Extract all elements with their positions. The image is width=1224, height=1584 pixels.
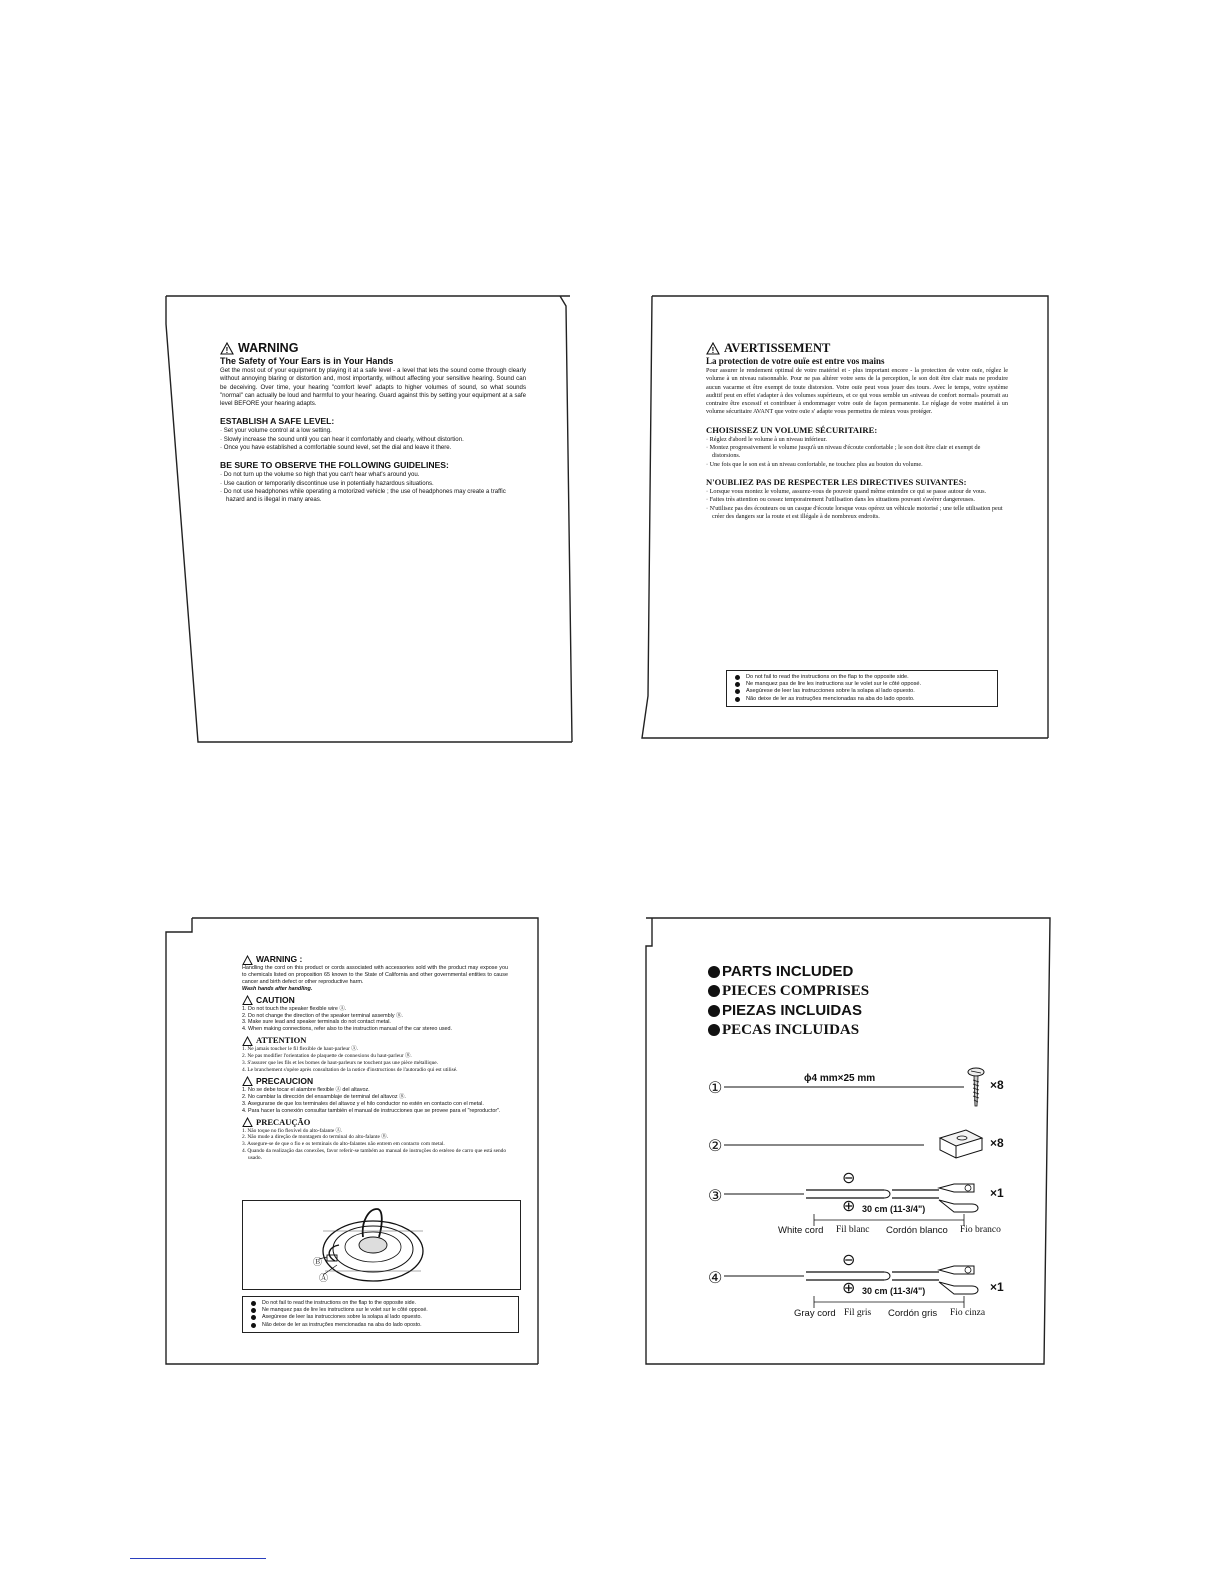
list-item: · Do not turn up the volume so high that you can't hear what's around you. [220, 471, 420, 479]
bullet-icon [735, 675, 740, 680]
list-item: 3. S'assurer que les fils et les bornes de haut-parleurs ne touchent pas une pièce métallique. [242, 1060, 439, 1067]
list-item: · Réglez d'abord le volume à un niveau inférieur. [706, 435, 827, 443]
cord-label-fr: Fil blanc [836, 1225, 870, 1235]
panel-caution [166, 918, 572, 1364]
cord-label-pt: Fio branco [960, 1225, 1001, 1235]
note-line: Não deixe de ler as instruções mencionadas na aba do lado oposto. [735, 696, 989, 703]
bullet-icon [251, 1301, 256, 1306]
warning-triangle-icon [242, 1036, 253, 1046]
negative-terminal-icon: ⊖ [842, 1252, 856, 1269]
precaucion-heading: PRECAUCION [242, 1076, 508, 1087]
screw-icon [724, 1062, 1024, 1112]
item-number: ④ [708, 1270, 723, 1287]
quantity-label: ×8 [990, 1136, 1004, 1150]
item-number: ① [708, 1080, 723, 1097]
bullet-icon [251, 1315, 256, 1320]
note-line: Não deixe de ler as instruções mencionadas na aba do lado oposto. [251, 1322, 510, 1329]
item-number: ③ [708, 1188, 723, 1205]
warning-triangle-icon [242, 1117, 253, 1127]
list-item: 1. Ne jamais toucher le fil flexible de haut-parleur Ⓐ. [242, 1046, 359, 1053]
bullet-icon [708, 1024, 720, 1036]
list-item: 1. No se debe tocar el alambre flexible Ⓐ del altavoz. [242, 1086, 370, 1093]
list-item: · Do not use headphones while operating a motorized vehicle ; the use of headphones may create a traffic hazard and is illegal in many areas. [220, 487, 506, 504]
cord-label-en: White cord [778, 1225, 824, 1236]
cord-label-pt: Fio cinza [950, 1308, 986, 1318]
svg-text:!: ! [225, 346, 229, 355]
positive-terminal-icon: ⊕ [842, 1280, 856, 1297]
list-item: 2. Não mude a direção de montagem do terminal do alto-falante Ⓑ. [242, 1134, 388, 1141]
quantity-label: ×1 [990, 1280, 1004, 1294]
warning-emphasis: Wash hands after handling. [242, 985, 313, 992]
bullet-icon [251, 1323, 256, 1328]
speaker-illustration [243, 1201, 520, 1289]
white-cord-icon [724, 1170, 1014, 1230]
list-item: · Set your volume control at a low setting. [220, 427, 332, 435]
gray-cord-icon [724, 1252, 1014, 1312]
cord-length-label: 30 cm (11-3/4") [862, 1204, 926, 1214]
parts-heading-pt: PECAS INCLUIDAS [708, 1021, 869, 1041]
section-heading: N'OUBLIEZ PAS DE RESPECTER LES DIRECTIVES SUIVANTES: [706, 476, 967, 487]
warning-subtitle: The Safety of Your Ears is in Your Hands [220, 356, 394, 366]
section-heading: BE SURE TO OBSERVE THE FOLLOWING GUIDELINES: [220, 460, 449, 471]
flap-note-box [242, 1296, 519, 1333]
panel-warning-en [166, 296, 572, 742]
avertissement-subtitle: La protection de votre ouïe est entre vos mains [706, 356, 885, 366]
note-line: Ne manquez pas de lire les instructions sur le volet sur le côté opposé. [251, 1307, 510, 1314]
warning-triangle-icon [242, 955, 253, 965]
mounting-clip-icon [724, 1126, 1014, 1166]
quantity-label: ×8 [990, 1078, 1004, 1092]
positive-terminal-icon: ⊕ [842, 1198, 856, 1215]
bullet-icon [251, 1308, 256, 1313]
list-item: 4. Quando da realização das conexões, favor referir-se também ao manual de instruções do estéreo de carro que está sendo usado. [242, 1148, 507, 1162]
screw-spec: ϕ4 mm×25 mm [804, 1073, 876, 1084]
list-item: 2. Do not change the direction of the speaker terminal assembly Ⓑ. [242, 1012, 403, 1019]
bullet-icon [735, 689, 740, 694]
cord-label-fr: Fil gris [844, 1308, 872, 1318]
warning-triangle-icon [242, 1076, 253, 1086]
note-line: Do not fail to read the instructions on the flap to the opposite side. [735, 674, 989, 681]
cord-label-en: Gray cord [794, 1308, 836, 1319]
svg-text:!: ! [711, 346, 715, 355]
list-item: · Once you have established a comfortable sound level, set the dial and leave it there. [220, 444, 452, 452]
bullet-icon [708, 985, 720, 997]
list-item: 1. Do not touch the speaker flexible wire Ⓐ. [242, 1005, 347, 1012]
section-heading: CHOISISSEZ UN VOLUME SÉCURITAIRE: [706, 424, 878, 435]
bullet-icon [708, 966, 720, 978]
cord-length-label: 30 cm (11-3/4") [862, 1286, 926, 1296]
list-item: · N'utilisez pas des écouteurs ou un casque d'écoute lorsque vous opérez un véhicule motorisé ; une telle utilisation peut créer des dangers sur la route et est illégale à de nombreux endroits. [706, 504, 1003, 520]
caution-heading: CAUTION [242, 995, 508, 1006]
bullet-icon [708, 1005, 720, 1017]
flap-note-box [726, 670, 998, 707]
list-item: 3. Assegure-se de que o fio e os terminais do alto-falantes não entrem em contacto com metal. [242, 1141, 445, 1148]
list-item: · Lorsque vous montez le volume, assurez-vous de pouvoir quand même entendre ce qui se passe autour de vous. [706, 487, 987, 495]
panel-parts [646, 918, 1050, 1364]
note-line: Asegúrese de leer las instrucciones sobre la solapa al lado opuesto. [251, 1314, 510, 1321]
note-line: Do not fail to read the instructions on the flap to the opposite side. [251, 1300, 510, 1307]
warning-triangle-icon [706, 342, 720, 355]
avertissement-heading [706, 341, 1008, 356]
bullet-icon [735, 697, 740, 702]
attention-heading: ATTENTION [242, 1035, 508, 1046]
section-heading: ESTABLISH A SAFE LEVEL: [220, 416, 335, 427]
note-line: Asegúrese de leer las instrucciones sobre la solapa al lado opuesto. [735, 688, 989, 695]
cord-label-es: Cordón gris [888, 1308, 938, 1319]
avertissement-title: AVERTISSEMENT [724, 341, 831, 355]
parts-heading-fr: PIECES COMPRISES [708, 982, 869, 1002]
parts-heading-es: PIEZAS INCLUIDAS [708, 1001, 869, 1021]
precaucao-heading: PRECAUÇÃO [242, 1117, 508, 1128]
list-item: 3. Asegurarse de que los terminales del altavoz y el hilo conductor no estén en contacto con el metal. [242, 1100, 484, 1107]
list-item: 4. When making connections, refer also to the instruction manual of the car stereo used. [242, 1026, 453, 1033]
warning-heading [220, 341, 526, 356]
label-a: Ⓐ [319, 1273, 329, 1283]
quantity-label: ×1 [990, 1186, 1004, 1200]
parts-heading-en: PARTS INCLUDED [708, 962, 869, 982]
warning-triangle-icon [242, 995, 253, 1005]
note-line: Ne manquez pas de lire les instructions sur le volet sur le côté opposé. [735, 681, 989, 688]
warning-title: WARNING [238, 341, 299, 355]
list-item: · Slowly increase the sound until you can hear it comfortably and clearly, without distortion. [220, 435, 464, 443]
list-item: 2. Ne pas modifier l'orientation de plaquette de connexions du haut-parleur Ⓑ. [242, 1053, 412, 1060]
avertissement-intro: Pour assurer le rendement optimal de votre matériel et - plus important encore - la protection de votre ouïe, réglez le volume à un niveau raisonnable. Pour ne pas altérer votre sens de la perception, le son doit être clair mais ne produire aucun vacarme et être exempt de toute distorsion. Votre ouïe peut vous jouer des tours. Avec le temps, votre système auditif peut en effet s'adapter à des volumes supérieurs, et ce qui vous semble un «niveau de confort normal» pourrait au contraire être excessif et contribuer à endommager votre ouïe de façon permanente. Le réglage de votre matériel à un volume sécuritaire AVANT que votre ouïe s' adapte vous permettra de mieux vous protéger. [706, 367, 1008, 416]
bullet-icon [735, 682, 740, 687]
warning-text: Handling the cord on this product or cords associated with accessories sold with the product may expose you to chemicals listed on proposition 65 known to the State of California and other governmental entities to cause cancer and birth defect or other reproductive harm. [242, 965, 508, 985]
warning-intro: Get the most out of your equipment by playing it at a safe level - a level that lets the sound come through clearly without annoying blaring or distortion and, most importantly, without affecting your sensitive hearing. Sound can be deceiving. Over time, your hearing "comfort level" adapts to higher volumes of sound, so what sounds "normal" can actually be loud and harmful to your hearing. Guard against this by setting your equipment at a safe level BEFORE your hearing adapts. [220, 367, 526, 408]
list-item: 1. Não toque no fio flexível do alto-falante Ⓐ. [242, 1127, 343, 1134]
footer-link-underline[interactable] [130, 1558, 266, 1559]
list-item: · Montez progressivement le volume jusqu'à un niveau d'écoute confortable ; le son doit être clair et exempt de distorsions. [706, 444, 981, 460]
list-item: · Faites très attention ou cessez temporairement l'utilisation dans les situations pouvant s'avérer dangereuses. [706, 496, 975, 504]
cord-label-es: Cordón blanco [886, 1225, 948, 1236]
warning-heading: WARNING : [242, 954, 508, 965]
list-item: 4. Para hacer la conexión consultar también el manual de instrucciones que se provee para el "reproductor". [242, 1107, 501, 1114]
item-number: ② [708, 1138, 723, 1155]
list-item: 3. Make sure lead and speaker terminals do not contact metal. [242, 1019, 391, 1026]
speaker-illustration-box [242, 1200, 521, 1290]
list-item: · Une fois que le son est à un niveau confortable, ne touchez plus au bouton du volume. [706, 460, 923, 468]
warning-triangle-icon [220, 342, 234, 355]
panel-avertissement-fr [642, 296, 1048, 742]
list-item: 2. No cambiar la dirección del ensamblaje de terminal del altavoz Ⓑ. [242, 1093, 406, 1100]
list-item: 4. Le branchement s'opère après consultation de la notice d'instructions de l'autoradio qui est utilisé. [242, 1066, 458, 1073]
negative-terminal-icon: ⊖ [842, 1170, 856, 1187]
list-item: · Use caution or temporarily discontinue use in potentially hazardous situations. [220, 479, 434, 487]
label-b: Ⓑ [313, 1257, 323, 1267]
